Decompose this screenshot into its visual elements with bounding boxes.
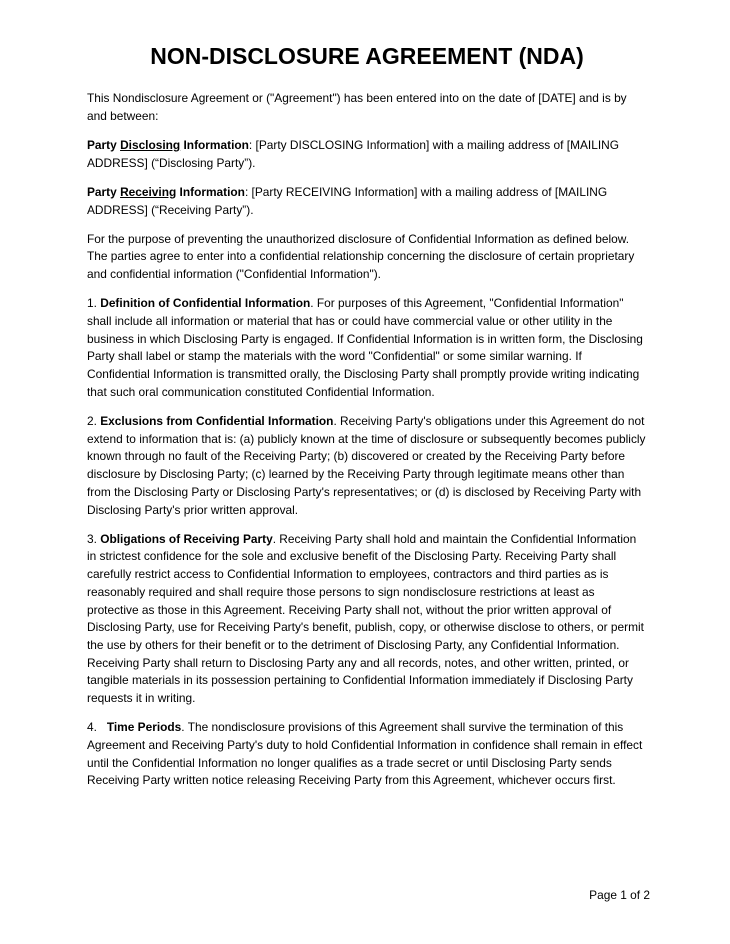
text-run: Obligations of Receiving Party [100, 531, 273, 546]
text-run: . Receiving Party's obligations under this Agreement do not extend to information that is: (a) publicly known at the time of disclosure or subsequently becomes publicly known through no fault of the Receiving Party; (b) discovered or created by the Receiving Party before disclosure by Disclosing Party; (c) learned by the Receiving Party through legitimate means other than from the Disclosing Party or Disclosing Party's representatives; or (d) is disclosed by Receiving Party with Disclosing Party's prior written approval. [87, 414, 649, 517]
text-run: Information [180, 137, 249, 152]
text-run: Disclosing [120, 137, 181, 152]
text-run: Receiving [120, 184, 177, 199]
text-run: . Receiving Party shall hold and maintain the Confidential Information in strictest confidence for the sole and exclusive benefit of the Disclosing Party. Receiving Party shall carefully restrict access to Confidential Information to employees, contractors and third parties as is reasonably required and shall require those persons to sign nondisclosure restrictions at least as protective as those in this Agreement. Receiving Party shall not, without the prior written approval of Disclosing Party, use for Receiving Party's benefit, publish, copy, or otherwise disclose to others, or permit the use by others for their benefit or to the detriment of Disclosing Party, any Confidential Information. Receiving Party shall return to Disclosing Party any and all records, notes, and other written, printed, or tangible materials in its possession pertaining to Confidential Information immediately if Disclosing Party requests it in writing. [87, 531, 648, 706]
document-title: NON-DISCLOSURE AGREEMENT (NDA) [150, 43, 584, 69]
text-run: Party [87, 184, 121, 199]
text-run: Party [87, 137, 121, 152]
text-run: 1. [87, 296, 101, 311]
text-run: . The nondisclosure provisions of this Agreement shall survive the termination of this Agreement and Receiving Party's duty to hold Confidential Information in confidence shall remain in effect until the Confidential Information no longer qualifies as a trade secret or until Disclosing Party sends Receiving Party written notice releasing Receiving Party from this Agreement, whichever occurs first. [87, 720, 646, 788]
text-run: This Nondisclosure Agreement or ("Agreement") has been entered into on the date of [DATE] and is by and between: [87, 91, 630, 123]
paragraph-section-2-exclusions [87, 413, 647, 519]
paragraph-party-receiving [87, 184, 647, 219]
text-run: . For purposes of this Agreement, "Confidential Information" shall include all information or material that has or could have commercial value or other utility in the business in which Disclosing Party is engaged. If Confidential Information is in written form, the Disclosing Party shall label or stamp the materials with the word "Confidential" or some similar warning. If Confidential Information is transmitted orally, the Disclosing Party shall promptly provide writing indicating that such oral communication constituted Confidential Information. [87, 296, 647, 399]
document-body [87, 90, 647, 790]
text-run: : [Party RECEIVING Information] with a mailing address of [MAILING ADDRESS] (“Receiving Party”). [87, 184, 610, 217]
text-run: 4. [87, 720, 107, 735]
text-run: Information [176, 184, 245, 199]
text-run: : [Party DISCLOSING Information] with a mailing address of [MAILING ADDRESS] (“Disclosing Party”). [87, 137, 622, 170]
text-run: 3. [87, 531, 101, 546]
paragraph-section-1-definition [87, 295, 647, 401]
paragraph-section-3-obligations [87, 531, 647, 708]
text-run: Time Periods [106, 720, 182, 735]
text-run: Definition of Confidential Information [100, 296, 311, 311]
text-run: Exclusions from Confidential Information [100, 414, 334, 429]
paragraph-intro [87, 90, 647, 125]
text-run: For the purpose of preventing the unauthorized disclosure of Confidential Information as defined below. The parties agree to enter into a confidential relationship concerning the disclosure of certain proprietary and confidential information ("Confidential Information"). [87, 231, 638, 282]
text-run: 2. [87, 414, 101, 429]
page-number: Page 1 of 2 [589, 888, 650, 902]
paragraph-purpose [87, 231, 647, 284]
paragraph-section-4-time-periods [87, 719, 647, 790]
paragraph-party-disclosing [87, 137, 647, 172]
